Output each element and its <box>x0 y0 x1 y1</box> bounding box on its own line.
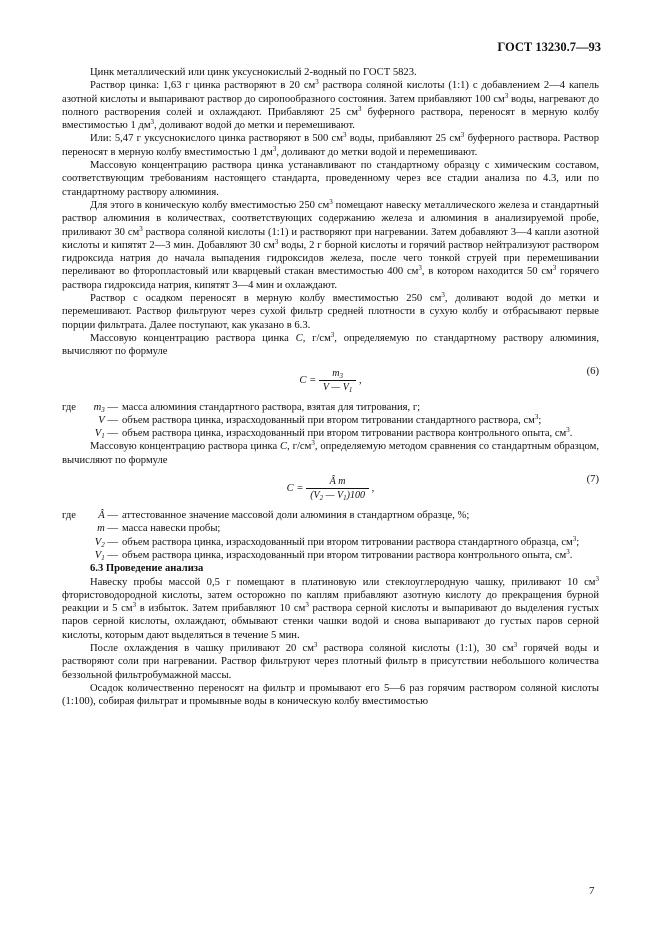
formula-6: C = $\frac{m_3}{V — V_1}$ , (6) <box>299 365 599 394</box>
page-header: ГОСТ 13230.7—93 <box>497 40 601 54</box>
paragraph-10: После охлаждения в чашку приливают 20 $см^3$ раствора соляной кислоты (1:1), 30 $см^3$ горячей воды и растворяют соли при нагревании. Раствор фильтруют через плотный фильтр в присутствии небольшого количества беззольной фильтробумажной массы. <box>62 640 599 681</box>
section-heading: 6.3 Проведение анализа <box>90 563 204 575</box>
formula-7: C = $\frac{\text{Â m}}{(V_2 — V_1)100}$ , (7) <box>286 474 599 503</box>
legend-formula-6: где $m_3$ — масса алюминия стандартного раствора, взятая для титрования, г; V — объем раствора цинка, израсходованный при втором титровании стандартного раствора, $см^3$; $V_1$ — объем раствора цинка, израсходованный при втором титровании раствора контрольного опыта, $см^3$. <box>62 401 573 441</box>
paragraph-4: Массовую концентрацию раствора цинка устанавливают по стандартному образцу с химическим составом, соответствующим требованиям настоящего стандарта, проведенному через все стадии анализа по 4.3, или по стандартному раствору алюминия. <box>62 160 599 198</box>
page-number: 7 <box>589 885 595 897</box>
paragraph-3: Или: 5,47 г уксуснокислого цинка растворяют в 500 $см^3$ воды, прибавляют 25 $см^3$ буферного раствора. Раствор переносят в мерную колбу вместимостью 1 $дм^3$, доливают до метки водой и перемешивают. <box>62 131 600 158</box>
formula-7-number: (7) <box>586 474 599 486</box>
paragraph-11: Осадок количественно переносят на фильтр и промывают его 5—6 раз горячим раствором соляной кислоты (1:100), собирая фильтрат и промывные воды в коническую колбу вместимостью <box>62 682 599 708</box>
paragraph-5: Для этого в коническую колбу вместимостью 250 $см^3$ помещают навеску металлического железа и стандартный раствор алюминия в количествах, соответствующих содержанию железа и алюминия в анализируемой пробе, приливают 30 $см^3$ раствора соляной кислоты (1:1) и растворяют при нагревании. Затем добавляют 3—4 капли азотной кислоты и кипятят 2—3 мин. Добавляют 30 $см^3$ воды, 2 г борной кислоты и горячий раствор нейтрализуют раствором гидроксида натрия до начала выпадения гидроксидов железа, после чего тонкой струей при перемешивании переливают во фторопластовый или кварцевый стакан вместимостью 400 $см^3$, в котором находится 50 $см^3$ горячего раствора гидроксида натрия, кипятят 3—4 мин и охлаждают. <box>62 197 600 291</box>
paragraph-9: Навеску пробы массой 0,5 г помещают в платиновую или стеклоуглеродную чашку, приливают 10 $см^3$ фтористоводородной кислоты, затем осторожно по каплям прибавляют азотную кислоту до прекращения бурной реакции и 5 $см^3$ в избыток. Затем прибавляют 10 $см^3$ раствора серной кислоты и выпаривают до выделения густых паров серной кислоты, охлаждают, обмывают стенки чашки водой и снова выпаривают до густых паров серной кислоты, которым дают выделяться в течение 5 мин. <box>62 574 599 641</box>
legend-formula-7: где Â — аттестованное значение массовой доли алюминия в стандартном образце, %; m — масса навески пробы; $V_2$ — объем раствора цинка, израсходованный при втором титровании раствора стандартного образца, $см^3$; $V_1$ — объем раствора цинка, израсходованный при втором титровании раствора контрольного опыта, $см^3$. <box>62 510 580 562</box>
paragraph-2: Раствор цинка: 1,63 г цинка растворяют в 20 $см^3$ раствора соляной кислоты (1:1) с добавлением 2—4 капель азотной кислоты и выпаривают раствор до сиропообразного состояния. Затем прибавляют 100 $см^3$ воды, нагревают до полного растворения солей и охлаждают. Прибавляют 25 $см^3$ буферного раствора, переносят в мерную колбу вместимостью 1 $дм^3$, доливают водой до метки и перемешивают. <box>62 78 599 132</box>
paragraph-8: Массовую концентрацию раствора цинка C, $г/см^3$, определяемую методом сравнения со стандартным образцом, вычисляют по формуле <box>62 439 599 466</box>
paragraph-7: Массовую концентрацию раствора цинка C, $г/см^3$, определяемую по стандартному раствору алюминия, вычисляют по формуле <box>62 330 599 358</box>
formula-6-number: (6) <box>586 365 599 377</box>
paragraph-6: Раствор с осадком переносят в мерную колбу вместимостью 250 $см^3$, доливают водой до метки и перемешивают. Раствор фильтруют через сухой фильтр средней плотности в сухую колбу и отбрасывают первые порции фильтрата. Далее поступают, как указано в 6.3. <box>62 291 599 331</box>
page-body <box>62 66 599 708</box>
paragraph-1: Цинк металлический или цинк уксуснокислый 2-водный по ГОСТ 5823. <box>90 67 417 78</box>
